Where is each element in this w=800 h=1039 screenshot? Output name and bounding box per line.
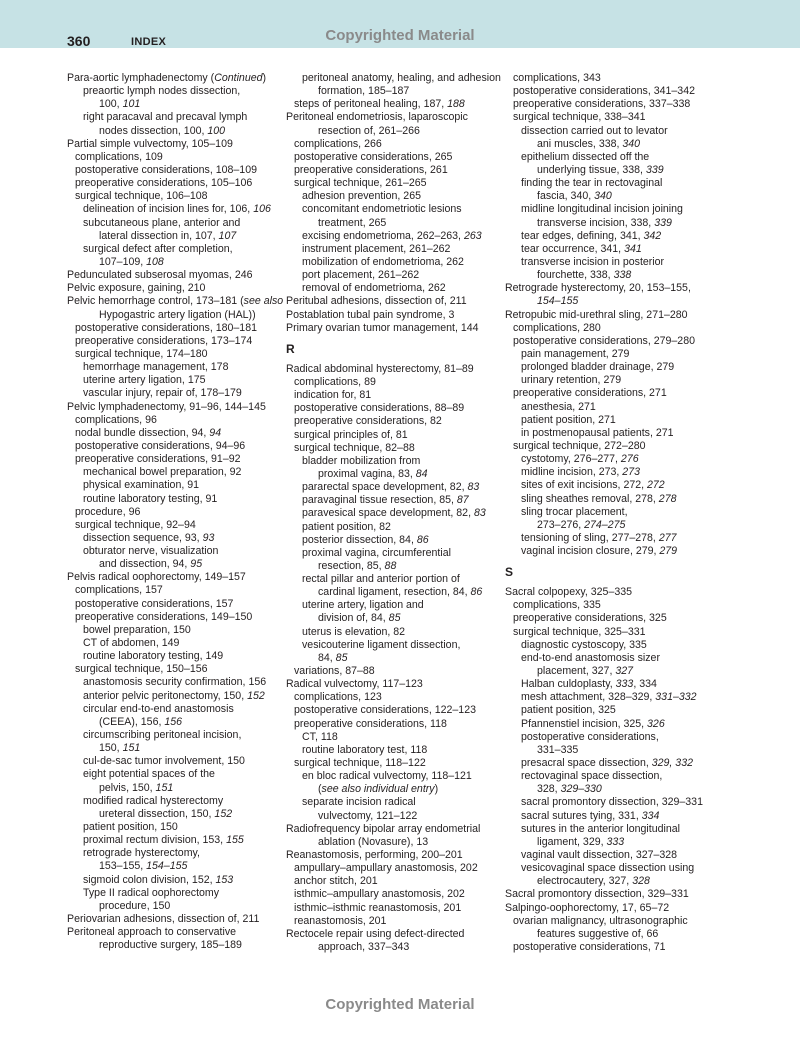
index-subentry: reproductive surgery, 185–189 [99,939,242,952]
index-subentry: 273–276, 274–275 [537,518,626,531]
index-main-entry: Para-aortic lymphadenectomy (Continued) [67,72,267,84]
index-subentry: peritoneal anatomy, healing, and adhesion [302,72,501,84]
italic-page-ref: 86 [470,586,483,599]
index-subentry: complications, 123 [294,691,382,704]
index-subentry: sites of exit incisions, 272, 272 [521,479,665,492]
italic-page-ref: 342 [643,229,662,242]
index-main-entry: Rectocele repair using defect-directed [286,927,465,940]
italic-page-ref: 86 [416,533,429,546]
index-subentry: dissection carried out to levator [521,124,668,137]
italic-page-ref: 152 [214,807,233,820]
index-subentry: preoperative considerations, 337–338 [513,98,691,111]
italic-page-ref: 338 [613,269,632,282]
index-subentry: preoperative considerations, 118 [294,717,447,730]
index-subentry: postoperative considerations, 108–109 [75,163,257,176]
italic-page-ref: 93 [202,531,215,544]
italic-page-ref: 85 [335,651,348,664]
italic-page-ref: 328 [632,875,650,888]
index-subentry: proximal vagina, 83, 84 [318,467,428,480]
index-subentry: lateral dissection in, 107, 107 [99,229,237,242]
index-subentry: postoperative considerations, 94–96 [75,439,246,452]
index-subentry: surgical technique, 106–108 [75,190,208,203]
index-subentry: physical examination, 91 [83,479,200,492]
index-subentry: sling sheathes removal, 278, 278 [521,492,677,505]
index-subentry: (see also individual entry) [318,783,439,796]
italic-page-ref: 188 [447,98,465,111]
index-subentry: Type II radical oophorectomy [83,886,220,899]
index-main-entry: Radiofrequency bipolar array endometrial [286,822,481,835]
italic-page-ref: 100 [207,124,226,137]
index-subentry: ovarian malignancy, ultrasonographic [513,914,688,927]
index-subentry: 84, 85 [318,651,348,664]
italic-page-ref: 333 [606,835,625,848]
index-subentry: postoperative considerations, 180–181 [75,321,257,334]
index-subentry: transverse incision, 338, 339 [537,216,672,229]
index-subentry: mechanical bowel preparation, 92 [83,466,242,479]
index-subentry: proximal vagina, circumferential [302,546,451,559]
italic-page-ref: 85 [388,612,401,625]
index-subentry: preoperative considerations, 271 [513,387,667,400]
index-subentry: complications, 343 [513,72,601,84]
index-subentry: postoperative considerations, 265 [294,150,453,163]
index-subentry: complications, 280 [513,321,601,334]
index-main-entry: Pelvic exposure, gaining, 210 [67,282,206,295]
index-subentry: vaginal incision closure, 279, 279 [521,545,678,558]
index-main-entry: Radical vulvectomy, 117–123 [286,678,423,691]
index-subentry: 331–335 [537,743,579,756]
italic-page-ref: 329, 332 [651,757,693,770]
index-subentry: formation, 185–187 [318,85,410,98]
index-subentry: patient position, 325 [521,704,616,717]
index-subentry: preoperative considerations, 173–174 [75,334,253,347]
index-subentry: surgical technique, 118–122 [294,757,426,770]
index-subentry: anterior pelvic peritonectomy, 150, 152 [83,689,265,702]
index-subentry: nodal bundle dissection, 94, 94 [75,426,222,439]
index-subentry: ureteral dissection, 150, 152 [99,807,233,820]
index-main-entry: Pelvic hemorrhage control, 173–181 (see also [67,295,284,308]
index-subentry: fascia, 340, 340 [537,190,612,203]
index-subentry: complications, 89 [294,375,376,388]
index-subentry: delineation of incision lines for, 106, 106 [83,203,271,216]
index-subentry: port placement, 261–262 [302,269,420,282]
index-subentry: hemorrhage management, 178 [83,361,229,374]
index-subentry: vascular injury, repair of, 178–179 [83,387,242,400]
index-subentry: obturator nerve, visualization [83,545,219,558]
index-subentry: ampullary–ampullary anastomosis, 202 [294,862,478,875]
index-subentry: underlying tissue, 338, 339 [537,163,664,176]
index-subentry: transverse incision in posterior [521,255,665,268]
index-subentry: preoperative considerations, 149–150 [75,610,253,623]
index-main-entry: Primary ovarian tumor management, 144 [286,321,479,334]
index-subentry: postoperative considerations, 341–342 [513,85,695,98]
index-subentry: uterine artery, ligation and [302,599,424,612]
index-subentry: posterior dissection, 84, 86 [302,533,429,546]
index-subentry: ani muscles, 338, 340 [537,137,641,150]
index-subentry: finding the tear in rectovaginal [521,177,663,190]
index-main-entry: Periovarian adhesions, dissection of, 211 [67,913,260,925]
index-subentry: pelvis, 150, 151 [99,781,174,794]
italic-page-ref: see also individual entry [321,783,435,796]
italic-page-ref: 108 [146,255,164,268]
index-main-entry: Postablation tubal pain syndrome, 3 [286,308,455,321]
index-subentry: tear edges, defining, 341, 342 [521,229,662,242]
index-subentry: proximal rectum division, 153, 155 [83,834,244,847]
index-subentry: rectal pillar and anterior portion of [302,573,460,586]
index-subentry: cystotomy, 276–277, 276 [521,453,639,466]
index-subentry: division of, 84, 85 [318,612,401,625]
index-subentry: variations, 87–88 [294,665,375,678]
index-main-entry: Retropubic mid-urethral sling, 271–280 [505,308,688,321]
index-subentry: paravaginal tissue resection, 85, 87 [302,494,469,507]
index-subentry: resection, 85, 88 [318,559,397,572]
index-subentry: midline incision, 273, 273 [521,466,640,479]
italic-page-ref: 273 [622,466,640,479]
italic-page-ref: 263 [463,229,482,242]
index-subentry: midline longitudinal incision joining [521,203,683,216]
index-subentry: complications, 335 [513,599,601,612]
italic-page-ref: 106 [253,203,271,216]
index-main-entry: Pelvis radical oophorectomy, 149–157 [67,571,246,584]
italic-page-ref: 101 [122,98,141,111]
italic-page-ref: 331–332 [655,691,697,704]
index-subentry: complications, 109 [75,150,163,163]
index-main-entry: Retrograde hysterectomy, 20, 153–155, [505,282,691,295]
index-subentry: ablation (Novasure), 13 [318,835,429,848]
index-subentry: complications, 96 [75,413,157,426]
index-subentry: excising endometrioma, 262–263, 263 [302,229,482,242]
index-subentry: patient position, 82 [302,520,391,533]
index-subentry: 150, 151 [99,742,141,755]
index-main-entry: Peritoneal approach to conservative [67,926,237,939]
index-subentry: procedure, 96 [75,505,141,518]
index-subentry: separate incision radical [302,796,416,809]
italic-page-ref: 334 [641,809,660,822]
index-subentry: preoperative considerations, 91–92 [75,453,241,466]
index-subentry: anesthesia, 271 [521,400,596,413]
index-subentry: surgical technique, 325–331 [513,625,646,638]
index-subentry: bladder mobilization from [302,454,421,467]
index-subentry: surgical technique, 338–341 [513,111,646,124]
index-subentry: treatment, 265 [318,216,387,229]
index-subentry: CT of abdomen, 149 [83,637,180,650]
index-subentry: eight potential spaces of the [83,768,215,781]
index-subentry: routine laboratory testing, 149 [83,650,224,663]
italic-page-ref: 154–155 [537,295,579,308]
index-subentry: ligament, 329, 333 [537,835,625,848]
italic-page-ref: 83 [473,507,486,520]
index-subentry: vesicouterine ligament dissection, [302,638,461,651]
index-subentry: sutures in the anterior longitudinal [521,822,681,835]
index-subentry: right paracaval and precaval lymph [83,111,248,124]
copyright-watermark-top: Copyrighted Material [325,27,475,44]
index-subentry: pain management, 279 [521,347,630,360]
index-subentry: postoperative considerations, [521,730,659,743]
italic-page-ref: 276 [620,453,639,466]
section-letter-heading: R [286,341,295,356]
index-subentry: cul-de-sac tumor involvement, 150 [83,755,245,768]
index-subentry: postoperative considerations, 279–280 [513,334,695,347]
index-subentry: diagnostic cystoscopy, 335 [521,638,647,651]
index-subentry: routine laboratory test, 118 [302,743,428,756]
index-subentry: anastomosis security confirmation, 156 [83,676,267,689]
italic-page-ref: 83 [467,481,480,494]
italic-page-ref: 151 [155,781,174,794]
italic-page-ref: 327 [615,665,634,678]
italic-page-ref: see also [243,295,284,308]
index-subentry: dissection sequence, 93, 93 [83,531,215,544]
index-subentry: 153–155, 154–155 [99,860,188,873]
index-subentry: sacral promontory dissection, 329–331 [521,796,703,809]
index-subentry: complications, 266 [294,137,382,150]
index-subentry: surgical technique, 92–94 [75,518,196,531]
index-subentry: patient position, 271 [521,413,616,426]
index-subentry: vulvectomy, 121–122 [318,809,418,822]
italic-page-ref: 329–330 [560,783,602,796]
index-main-entry: Radical abdominal hysterectomy, 81–89 [286,362,474,375]
section-letter-heading: S [505,565,514,580]
italic-page-ref: 156 [164,715,183,728]
italic-page-ref: 279 [659,545,678,558]
index-subentry: adhesion prevention, 265 [302,190,421,203]
italic-page-ref: 87 [456,494,469,507]
index-subentry: surgical principles of, 81 [294,428,408,441]
index-subentry: surgical technique, 82–88 [294,441,415,454]
index-column-middle [286,72,501,954]
index-subentry: cardinal ligament, resection, 84, 86 [318,586,483,599]
italic-page-ref: 84 [415,467,428,480]
index-subentry: postoperative considerations, 88–89 [294,402,465,415]
index-subentry: paravesical space development, 82, 83 [302,507,486,520]
index-subentry: circular end-to-end anastomosis [83,702,234,715]
italic-page-ref: 340 [594,190,612,203]
italic-page-ref: Continued [214,72,263,84]
index-subentry: and dissection, 94, 95 [99,558,203,571]
index-column-right [505,72,703,954]
italic-page-ref: 88 [384,559,397,572]
index-column-left [67,72,283,952]
index-subentry: surgical technique, 272–280 [513,439,646,452]
index-subentry: uterus is elevation, 82 [302,625,406,638]
index-main-entry: Reanastomosis, performing, 200–201 [286,849,463,862]
index-subentry: Hypogastric artery ligation (HAL)) [99,308,256,321]
index-subentry: 328, 329–330 [537,783,602,796]
index-subentry: placement, 327, 327 [537,665,634,678]
index-subentry: preaortic lymph nodes dissection, [83,85,241,98]
index-subentry: routine laboratory testing, 91 [83,492,218,505]
italic-page-ref: 151 [122,742,141,755]
index-subentry: steps of peritoneal healing, 187, 188 [294,98,465,111]
index-subentry: postoperative considerations, 157 [75,597,234,610]
index-subentry: epithelium dissected off the [521,150,650,163]
index-subentry: preoperative considerations, 105–106 [75,177,253,190]
italic-page-ref: 274–275 [584,518,626,531]
index-subentry: removal of endometrioma, 262 [302,282,446,295]
italic-page-ref: 152 [247,689,265,702]
index-main-entry: Pedunculated subserosal myomas, 246 [67,269,253,282]
index-subentry: surgical technique, 261–265 [294,177,427,190]
index-subentry: postoperative considerations, 71 [513,941,666,953]
index-subentry: reanastomosis, 201 [294,914,387,927]
index-subentry: circumscribing peritoneal incision, [83,729,242,742]
index-subentry: surgical technique, 174–180 [75,347,208,360]
italic-page-ref: 95 [190,558,203,571]
index-subentry: nodes dissection, 100, 100 [99,124,226,137]
index-subentry: tear occurrence, 341, 341 [521,242,642,255]
index-subentry: mesh attachment, 328–329, 331–332 [521,691,697,704]
index-subentry: prolonged bladder drainage, 279 [521,361,675,374]
italic-page-ref: 339 [645,163,664,176]
index-subentry: preoperative considerations, 325 [513,612,667,625]
index-subentry: complications, 157 [75,584,163,597]
index-subentry: (CEEA), 156, 156 [99,715,183,728]
index-subentry: urinary retention, 279 [521,374,622,387]
index-main-entry: Sacral colpopexy, 325–335 [505,586,633,599]
index-main-entry: Pelvic lymphadenectomy, 91–96, 144–145 [67,400,266,413]
index-main-entry: Partial simple vulvectomy, 105–109 [67,137,233,150]
index-subentry: instrument placement, 261–262 [302,242,451,255]
index-subentry: features suggestive of, 66 [537,927,659,940]
index-subentry: vaginal vault dissection, 327–328 [521,849,678,862]
page-number: 360 [67,33,91,49]
italic-page-ref: 341 [624,242,642,255]
index-subentry: preoperative considerations, 82 [294,415,442,428]
index-main-entry: Sacral promontory dissection, 329–331 [505,888,689,901]
index-subentry: pararectal space development, 82, 83 [302,481,480,494]
index-subentry: approach, 337–343 [318,941,410,953]
index-subentry: anchor stitch, 201 [294,875,378,888]
index-subentry: Halban culdoplasty, 333, 334 [521,678,657,691]
italic-page-ref: 154–155 [146,860,188,873]
italic-page-ref: 94 [209,426,222,439]
index-subentry: 100, 101 [99,98,141,111]
index-subentry: CT, 118 [302,730,338,743]
italic-page-ref: 333 [615,678,634,691]
italic-page-ref: 277 [658,531,677,544]
index-subentry: postoperative considerations, 122–123 [294,704,476,717]
index-subentry: isthmic–ampullary anastomosis, 202 [294,888,465,901]
index-subentry: surgical defect after completion, [83,242,233,255]
index-subentry: isthmic–isthmic reanastomosis, 201 [294,901,462,914]
index-subentry: rectovaginal space dissection, [521,770,663,783]
italic-page-ref: 326 [647,717,665,730]
italic-page-ref: 107 [218,229,237,242]
index-subentry: surgical technique, 150–156 [75,663,208,676]
index-subentry: 107–109, 108 [99,255,164,268]
index-subentry: indication for, 81 [294,389,372,402]
index-subentry: concomitant endometriotic lesions [302,203,462,216]
copyright-watermark-bottom: Copyrighted Material [325,996,475,1013]
italic-page-ref: 153 [215,873,234,886]
index-subentry: subcutaneous plane, anterior and [83,216,241,229]
index-subentry: preoperative considerations, 261 [294,163,448,176]
index-subentry: in postmenopausal patients, 271 [521,426,674,439]
index-main-entry: Salpingo-oophorectomy, 17, 65–72 [505,901,670,914]
index-subentry: sacral sutures tying, 331, 334 [521,809,660,822]
index-subentry: modified radical hysterectomy [83,794,224,807]
index-subentry: retrograde hysterectomy, [83,847,200,860]
index-subentry: vesicovaginal space dissection using [521,862,695,875]
index-subentry: end-to-end anastomosis sizer [521,651,660,664]
index-subentry: uterine artery ligation, 175 [83,374,206,387]
index-subentry: resection of, 261–266 [318,124,420,137]
running-head: INDEX [131,36,167,48]
index-subentry: procedure, 150 [99,899,171,912]
index-subentry: mobilization of endometrioma, 262 [302,255,464,268]
index-subentry [505,295,703,308]
index-main-entry: Peritubal adhesions, dissection of, 211 [286,295,467,308]
index-subentry: patient position, 150 [83,821,178,834]
index-subentry: electrocautery, 327, 328 [537,875,650,888]
index-subentry: Pfannenstiel incision, 325, 326 [521,717,665,730]
italic-page-ref: 339 [654,216,672,229]
italic-page-ref: 272 [647,479,665,492]
index-main-entry: Peritoneal endometriosis, laparoscopic [286,111,468,124]
index-subentry: bowel preparation, 150 [83,623,191,636]
index-subentry: fourchette, 338, 338 [537,269,632,282]
index-subentry: presacral space dissection, 329, 332 [521,757,693,770]
italic-page-ref: 340 [622,137,641,150]
index-subentry: sigmoid colon division, 152, 153 [83,873,234,886]
index-subentry: sling trocar placement, [521,505,628,518]
index-subentry: tensioning of sling, 277–278, 277 [521,531,677,544]
index-subentry: en bloc radical vulvectomy, 118–121 [302,770,472,783]
italic-page-ref: 155 [226,834,244,847]
italic-page-ref: 278 [658,492,677,505]
